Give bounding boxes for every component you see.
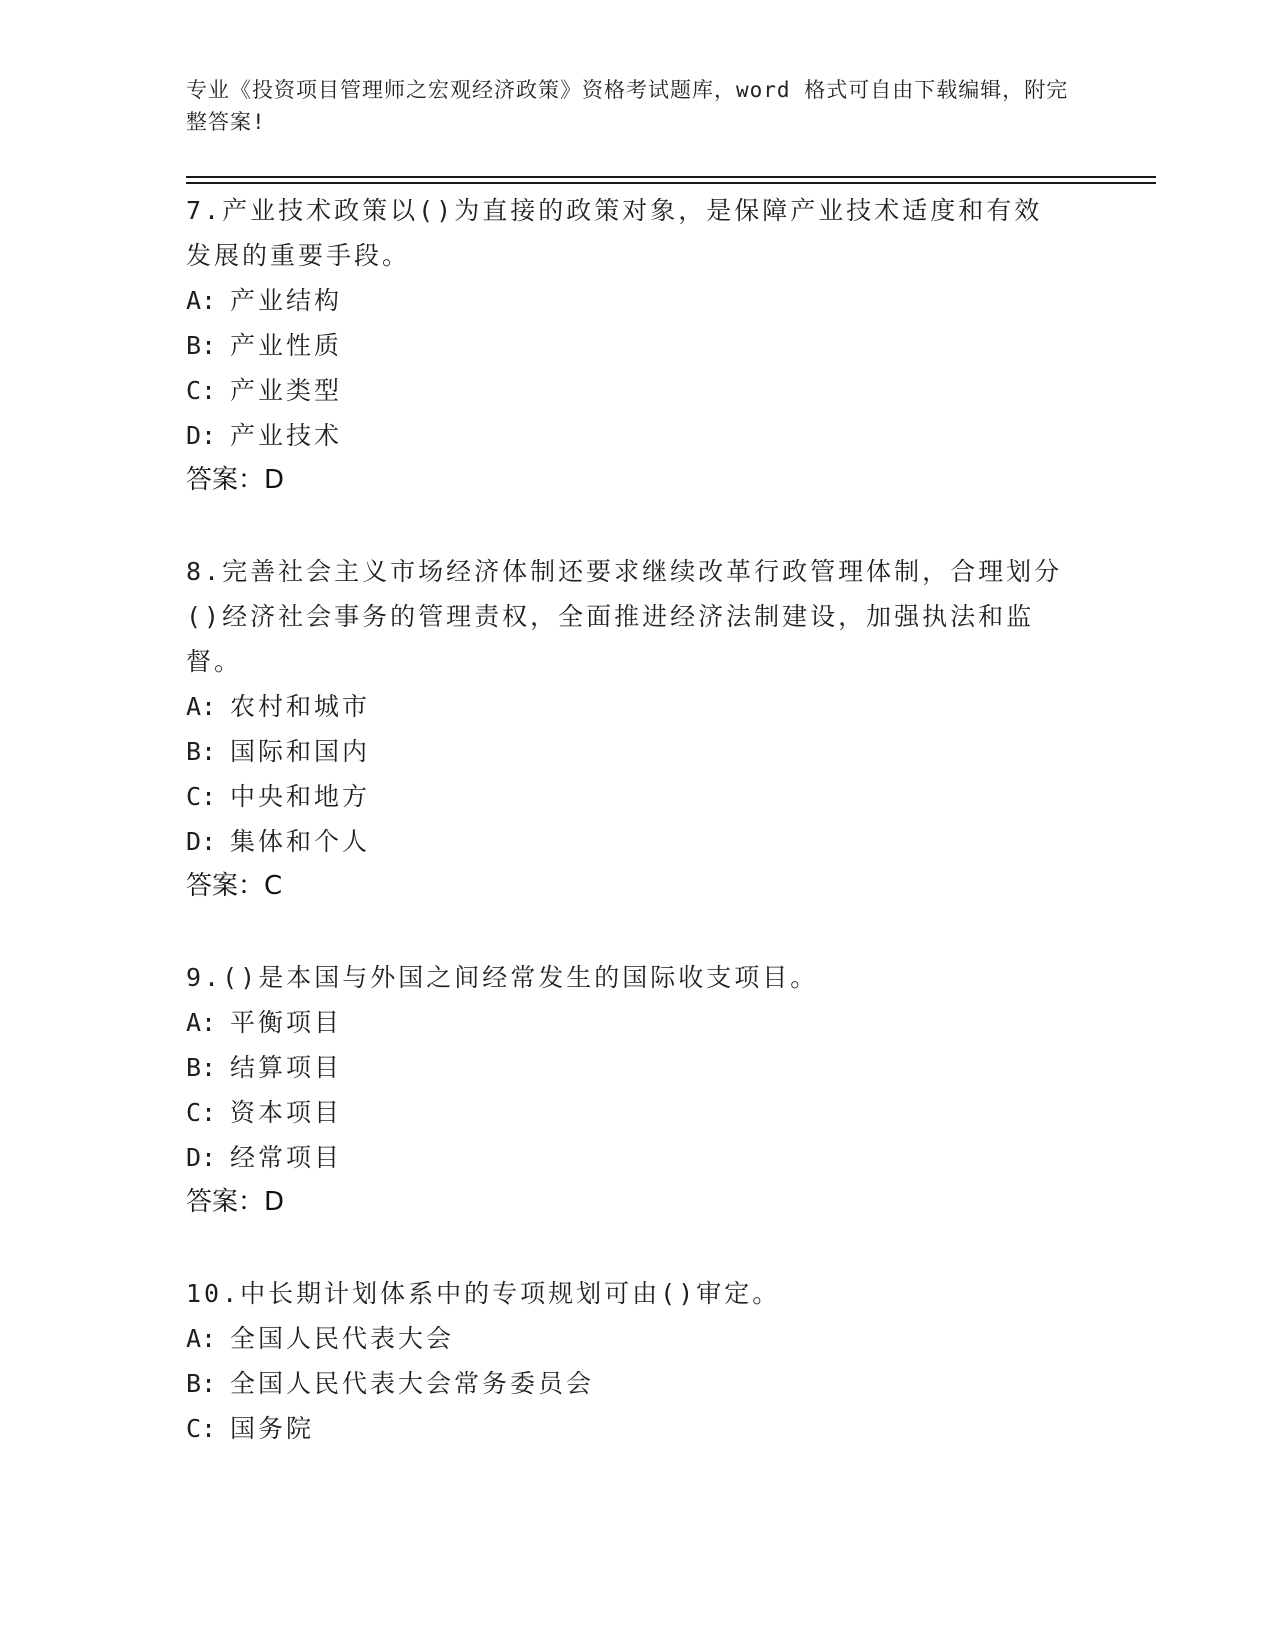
- option-text: 全国人民代表大会: [230, 1324, 455, 1353]
- option-b: [186, 323, 1066, 368]
- option-text: 产业技术: [230, 421, 343, 450]
- option-b: [186, 1045, 1066, 1090]
- document-intro: 专业《投资项目管理师之宏观经济政策》资格考试题库，word 格式可自由下载编辑，附完整答案!: [186, 78, 1069, 134]
- question-number: 7.: [186, 196, 223, 225]
- option-text: 农村和城市: [230, 692, 371, 721]
- option-a: [186, 684, 1066, 729]
- question-stem: [186, 1271, 1066, 1316]
- option-letter: C:: [186, 376, 217, 405]
- option-text: 集体和个人: [230, 827, 371, 856]
- option-text: 平衡项目: [230, 1008, 343, 1037]
- option-text: 资本项目: [230, 1098, 343, 1127]
- question-text: 中长期计划体系中的专项规划可由()审定。: [240, 1279, 781, 1308]
- question-item: [186, 188, 1066, 503]
- option-text: 产业性质: [230, 331, 343, 360]
- option-letter: C:: [186, 1414, 217, 1443]
- option-text: 国际和国内: [230, 737, 371, 766]
- answer-line: 答案：D: [186, 1187, 285, 1217]
- option-letter: D:: [186, 1143, 217, 1172]
- option-b: [186, 1361, 1066, 1406]
- header-divider-top: [186, 176, 1156, 178]
- option-text: 经常项目: [230, 1143, 343, 1172]
- question-item: [186, 1271, 1066, 1451]
- question-stem: [186, 955, 1066, 1000]
- question-text: ()是本国与外国之间经常发生的国际收支项目。: [222, 963, 819, 992]
- option-letter: B:: [186, 737, 217, 766]
- option-c: [186, 368, 1066, 413]
- question-text: 完善社会主义市场经济体制还要求继续改革行政管理体制，合理划分()经济社会事务的管理责权，全面推进经济法制建设，加强执法和监督。: [186, 557, 1063, 676]
- answer-line: 答案：D: [186, 465, 285, 495]
- option-c: [186, 1090, 1066, 1135]
- option-c: [186, 774, 1066, 819]
- question-number: 10.: [186, 1279, 241, 1308]
- answer-line: 答案：C: [186, 871, 283, 901]
- option-letter: C:: [186, 1098, 217, 1127]
- question-item: [186, 955, 1066, 1225]
- option-letter: A:: [186, 692, 217, 721]
- option-text: 全国人民代表大会常务委员会: [230, 1369, 595, 1398]
- option-text: 结算项目: [230, 1053, 343, 1082]
- option-letter: A:: [186, 1324, 217, 1353]
- option-d: [186, 1135, 1066, 1180]
- question-stem: [186, 188, 1066, 278]
- header-divider-bottom: [186, 182, 1156, 184]
- option-text: 产业结构: [230, 286, 343, 315]
- option-d: [186, 819, 1066, 864]
- option-letter: C:: [186, 782, 217, 811]
- option-text: 产业类型: [230, 376, 343, 405]
- option-a: [186, 278, 1066, 323]
- option-b: [186, 729, 1066, 774]
- option-letter: D:: [186, 421, 217, 450]
- question-number: 8.: [186, 557, 223, 586]
- question-item: [186, 549, 1066, 909]
- option-letter: B:: [186, 1053, 217, 1082]
- question-text: 产业技术政策以()为直接的政策对象，是保障产业技术适度和有效发展的重要手段。: [186, 196, 1043, 270]
- question-list: [186, 188, 1066, 1497]
- option-letter: B:: [186, 331, 217, 360]
- option-text: 中央和地方: [230, 782, 371, 811]
- question-number: 9.: [186, 963, 223, 992]
- option-letter: B:: [186, 1369, 217, 1398]
- option-c: [186, 1406, 1066, 1451]
- option-d: [186, 413, 1066, 458]
- option-text: 国务院: [230, 1414, 315, 1443]
- option-a: [186, 1000, 1066, 1045]
- question-stem: [186, 549, 1066, 684]
- option-letter: A:: [186, 286, 217, 315]
- option-letter: A:: [186, 1008, 217, 1037]
- option-letter: D:: [186, 827, 217, 856]
- option-a: [186, 1316, 1066, 1361]
